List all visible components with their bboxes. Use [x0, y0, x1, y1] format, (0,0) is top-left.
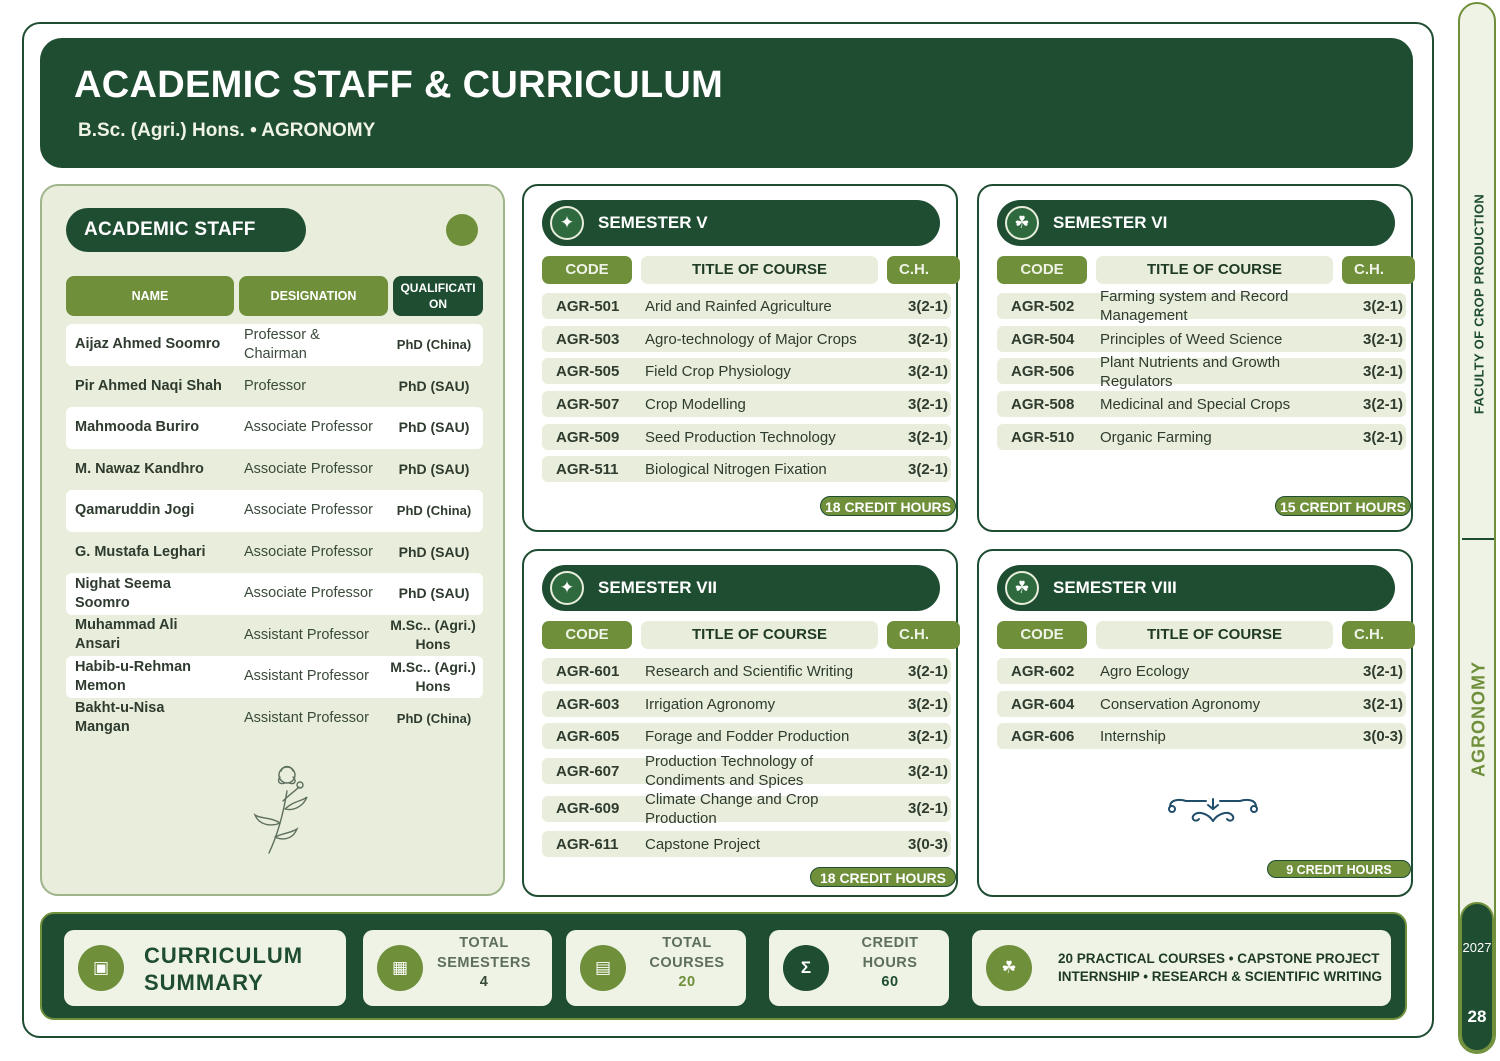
staff-name: Pir Ahmed Naqi Shah — [75, 377, 222, 394]
staff-designation: Professor — [244, 377, 307, 394]
staff-name: Mahmooda Buriro — [75, 419, 200, 436]
course-title: Production Technology of Condiments and Spices — [645, 753, 814, 790]
staff-qualification: PhD (SAU) — [398, 419, 470, 436]
staff-table — [66, 324, 483, 739]
column-header-code: CODE — [997, 621, 1087, 649]
course-credit: 3(0-3) — [907, 835, 948, 853]
staff-name: Muhammad Ali Ansari — [75, 617, 178, 653]
course-credit: 3(2-1) — [907, 695, 948, 713]
semester-title: SEMESTER VIII — [1053, 578, 1177, 597]
course-title: Principles of Weed Science — [1100, 330, 1283, 348]
staff-designation: Associate Professor — [244, 543, 373, 560]
clover-icon: ☘ — [1005, 571, 1039, 605]
course-code: AGR-506 — [1011, 363, 1075, 381]
table-row — [66, 532, 483, 574]
curriculum-summary-bar — [40, 912, 1407, 1020]
staff-name: Bakht-u-Nisa Mangan — [75, 700, 165, 736]
course-credit: 3(2-1) — [907, 395, 948, 413]
course-row — [997, 323, 1411, 356]
course-row — [997, 720, 1411, 753]
total-semesters-value: 4 — [479, 974, 489, 990]
course-row — [997, 688, 1411, 721]
course-code: AGR-511 — [556, 461, 619, 479]
staff-designation: Assistant Professor — [244, 709, 369, 726]
flower-illustration-icon — [247, 761, 317, 856]
total-courses-box — [566, 930, 746, 1006]
total-courses-value: 20 — [678, 974, 696, 990]
staff-qualification: M.Sc.. (Agri.) Hons — [390, 617, 476, 653]
staff-qualification: PhD (China) — [396, 337, 472, 353]
credit-hours-badge: 15 CREDIT HOURS — [1275, 496, 1411, 516]
course-credit: 3(2-1) — [1362, 662, 1403, 680]
staff-name: Aijaz Ahmed Soomro — [75, 336, 221, 353]
course-row — [542, 655, 956, 688]
course-row — [542, 828, 956, 861]
course-credit: 3(2-1) — [907, 330, 948, 348]
sparkle-icon: ✦ — [550, 571, 584, 605]
summary-notes: 20 PRACTICAL COURSES • CAPSTONE PROJECT INTERNSHIP • RESEARCH & SCIENTIFIC WRITING — [1058, 951, 1382, 984]
course-row — [542, 453, 956, 486]
column-header-name: NAME — [66, 276, 234, 316]
credit-hours-badge: 18 CREDIT HOURS — [810, 867, 956, 887]
department-label: AGRONOMY — [1468, 661, 1489, 777]
table-row — [66, 324, 483, 366]
column-header-code: CODE — [542, 256, 632, 284]
side-page-block — [1460, 902, 1494, 1052]
course-code: AGR-609 — [556, 800, 620, 818]
column-header-code: CODE — [542, 621, 632, 649]
sparkle-icon: ✦ — [550, 206, 584, 240]
course-title: Forage and Fodder Production — [645, 728, 850, 746]
course-title: Climate Change and Crop Production — [645, 790, 819, 827]
course-code: AGR-602 — [1011, 662, 1075, 680]
side-divider — [1462, 538, 1494, 540]
course-title: Biological Nitrogen Fixation — [645, 461, 827, 479]
semester-vii-header — [542, 565, 940, 611]
total-semesters-box — [363, 930, 552, 1006]
table-row — [66, 366, 483, 408]
course-title: Medicinal and Special Crops — [1100, 395, 1291, 413]
course-code: AGR-501 — [556, 297, 620, 315]
column-header-qualification: QUALIFICATION — [393, 276, 483, 316]
credit-hours-value: 60 — [881, 974, 899, 990]
course-title: Plant Nutrients and Growth Regulators — [1100, 353, 1281, 390]
staff-qualification: M.Sc.. (Agri.) Hons — [390, 658, 476, 694]
semester-viii-header — [997, 565, 1395, 611]
scroll-ornament-icon — [1166, 795, 1260, 825]
staff-title: ACADEMIC STAFF — [66, 208, 306, 252]
course-code: AGR-504 — [1011, 330, 1075, 348]
summary-title-box — [64, 930, 346, 1006]
semester-vi-card — [977, 184, 1413, 532]
staff-name: Qamaruddin Jogi — [75, 502, 195, 519]
page-title: ACADEMIC STAFF & CURRICULUM — [74, 64, 724, 106]
course-code: AGR-505 — [556, 363, 620, 381]
course-title: Agro Ecology — [1100, 662, 1190, 680]
year-label: 2027 — [1462, 940, 1492, 955]
course-list — [997, 655, 1411, 753]
course-title: Capstone Project — [645, 835, 761, 853]
decorative-dot — [446, 214, 478, 246]
course-credit: 3(2-1) — [907, 363, 948, 381]
column-header-title: TITLE OF COURSE — [641, 256, 878, 284]
course-title: Crop Modelling — [645, 395, 746, 413]
course-code: AGR-606 — [1011, 728, 1075, 746]
course-credit: 3(2-1) — [1362, 695, 1403, 713]
course-row — [542, 421, 956, 454]
course-row — [542, 720, 956, 753]
staff-name: Nighat Seema Soomro — [75, 575, 171, 611]
sigma-icon: Σ — [783, 945, 829, 991]
staff-name: M. Nawaz Kandhro — [75, 460, 204, 477]
course-row — [542, 789, 956, 828]
semester-viii-card — [977, 549, 1413, 897]
course-code: AGR-507 — [556, 395, 620, 413]
clover-icon: ☘ — [986, 945, 1032, 991]
course-row — [542, 753, 956, 789]
course-title: Field Crop Physiology — [645, 363, 791, 381]
course-code: AGR-603 — [556, 695, 620, 713]
course-code: AGR-502 — [1011, 297, 1075, 315]
page-subtitle: B.Sc. (Agri.) Hons. • AGRONOMY — [78, 120, 376, 141]
staff-designation: Associate Professor — [244, 460, 373, 477]
semester-v-card — [522, 184, 958, 532]
course-code: AGR-605 — [556, 728, 620, 746]
page-number: 28 — [1467, 1007, 1487, 1026]
staff-qualification: PhD (SAU) — [398, 543, 470, 560]
staff-designation: Assistant Professor — [244, 626, 369, 643]
course-credit: 3(2-1) — [907, 461, 948, 479]
course-credit: 3(2-1) — [1362, 395, 1403, 413]
column-header-title: TITLE OF COURSE — [1096, 621, 1333, 649]
semester-title: SEMESTER VII — [598, 578, 718, 597]
course-row — [542, 688, 956, 721]
table-row — [66, 615, 483, 657]
course-credit: 3(2-1) — [907, 428, 948, 446]
course-title: Organic Farming — [1100, 428, 1212, 446]
staff-qualification: PhD (SAU) — [398, 585, 470, 602]
course-code: AGR-601 — [556, 662, 620, 680]
course-credit: 3(2-1) — [1362, 297, 1403, 315]
column-header-designation: DESIGNATION — [239, 276, 388, 316]
course-list — [542, 655, 956, 861]
page-header — [40, 38, 1413, 168]
course-code: AGR-508 — [1011, 395, 1075, 413]
staff-name: Habib-u-Rehman Memon — [75, 658, 191, 694]
staff-designation: Professor & Chairman — [244, 326, 320, 362]
course-title: Agro-technology of Major Crops — [645, 330, 857, 348]
course-credit: 3(2-1) — [1362, 363, 1403, 381]
table-row — [66, 656, 483, 698]
credit-hours-badge: 9 CREDIT HOURS — [1267, 860, 1411, 878]
course-row — [997, 388, 1411, 421]
semester-title: SEMESTER V — [598, 213, 708, 232]
column-header-ch: C.H. — [1342, 256, 1415, 284]
column-header-title: TITLE OF COURSE — [1096, 256, 1333, 284]
course-row — [997, 290, 1411, 323]
course-code: AGR-611 — [556, 835, 619, 853]
course-title: Conservation Agronomy — [1100, 695, 1261, 713]
staff-qualification: PhD (SAU) — [398, 460, 470, 477]
square-icon: ▣ — [78, 945, 124, 991]
course-list — [997, 290, 1411, 453]
course-code: AGR-503 — [556, 330, 620, 348]
clover-icon: ☘ — [1005, 206, 1039, 240]
course-credit: 3(2-1) — [907, 297, 948, 315]
course-credit: 3(2-1) — [1362, 330, 1403, 348]
faculty-label: FACULTY OF CROP PRODUCTION — [1471, 193, 1487, 415]
staff-name: G. Mustafa Leghari — [75, 543, 206, 560]
course-row — [542, 290, 956, 323]
column-header-ch: C.H. — [887, 256, 960, 284]
credit-hours-label: CREDIT HOURS 60 — [837, 934, 943, 993]
course-code: AGR-607 — [556, 762, 620, 780]
course-row — [997, 355, 1411, 388]
course-credit: 3(2-1) — [907, 662, 948, 680]
course-row — [997, 655, 1411, 688]
course-title: Research and Scientific Writing — [645, 662, 854, 680]
course-row — [997, 421, 1411, 454]
staff-designation: Assistant Professor — [244, 668, 369, 685]
total-courses-label: TOTAL COURSES 20 — [634, 934, 740, 993]
table-row — [66, 698, 483, 740]
course-code: AGR-510 — [1011, 428, 1075, 446]
credit-hours-box — [769, 930, 949, 1006]
semester-vi-header — [997, 200, 1395, 246]
course-credit: 3(2-1) — [907, 762, 948, 780]
course-credit: 3(2-1) — [907, 728, 948, 746]
column-header-ch: C.H. — [887, 621, 960, 649]
course-credit: 3(2-1) — [1362, 428, 1403, 446]
staff-designation: Associate Professor — [244, 502, 373, 519]
course-title: Arid and Rainfed Agriculture — [645, 297, 832, 315]
staff-designation: Associate Professor — [244, 585, 373, 602]
column-header-title: TITLE OF COURSE — [641, 621, 878, 649]
semester-vii-card — [522, 549, 958, 897]
staff-qualification: PhD (SAU) — [398, 377, 470, 394]
course-code: AGR-509 — [556, 428, 620, 446]
list-icon: ▤ — [580, 945, 626, 991]
table-row — [66, 490, 483, 532]
staff-qualification: PhD (China) — [396, 710, 472, 726]
staff-qualification: PhD (China) — [396, 503, 472, 519]
credit-hours-badge: 18 CREDIT HOURS — [820, 496, 956, 516]
course-row — [542, 323, 956, 356]
semester-title: SEMESTER VI — [1053, 213, 1168, 232]
course-credit: 3(0-3) — [1362, 728, 1403, 746]
course-code: AGR-604 — [1011, 695, 1075, 713]
course-row — [542, 355, 956, 388]
staff-designation: Associate Professor — [244, 419, 373, 436]
column-header-code: CODE — [997, 256, 1087, 284]
course-title: Farming system and Record Management — [1100, 288, 1289, 325]
table-row — [66, 449, 483, 491]
summary-notes-box — [972, 930, 1391, 1006]
course-title: Irrigation Agronomy — [645, 695, 776, 713]
grid-icon: ▦ — [377, 945, 423, 991]
course-title: Seed Production Technology — [645, 428, 836, 446]
total-semesters-label: TOTAL SEMESTERS 4 — [431, 934, 537, 993]
semester-v-header — [542, 200, 940, 246]
side-tab — [1458, 2, 1496, 1054]
table-row — [66, 573, 483, 615]
column-header-ch: C.H. — [1342, 621, 1415, 649]
summary-title: CURRICULUM SUMMARY — [144, 943, 304, 995]
course-list — [542, 290, 956, 486]
course-title: Internship — [1100, 728, 1166, 746]
academic-staff-panel — [40, 184, 505, 896]
table-row — [66, 407, 483, 449]
course-credit: 3(2-1) — [907, 800, 948, 818]
course-row — [542, 388, 956, 421]
